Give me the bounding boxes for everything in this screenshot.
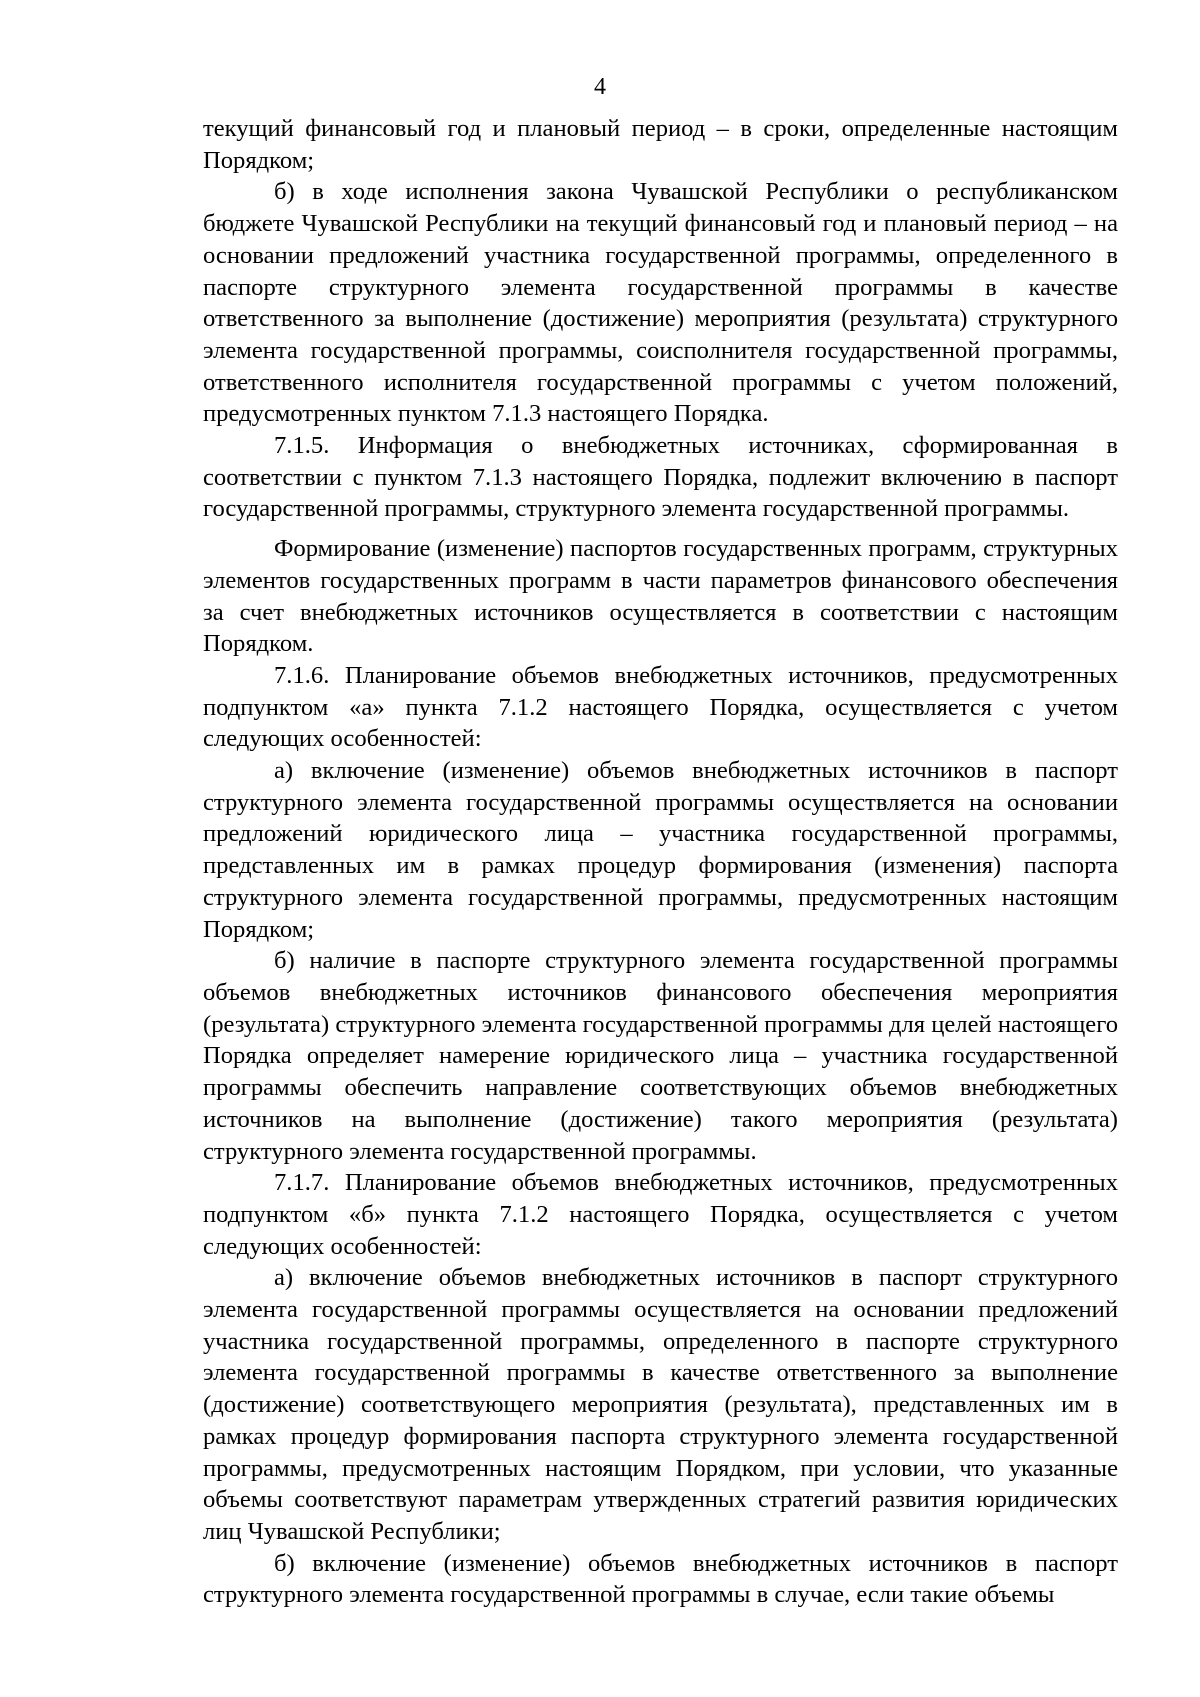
paragraph-b-execution: б) в ходе исполнения закона Чувашской Республики о республиканском бюджете Чувашской Республики на текущий финансовый год и плановый период – на основании предложений участника государственной программы, определенного в паспорте структурного элемента государственной программы в качестве ответственного за выполнение (достижение) мероприятия (результата) структурного элемента государственной программы, соисполнителя государственной программы, ответственного исполнителя государственной программы с учетом положений, предусмотренных пунктом 7.1.3 настоящего Порядка.	[203, 178, 1118, 428]
paragraph-7-1-7-b: б) включение (изменение) объемов внебюджетных источников в паспорт структурного элемента государственной программы в случае, если такие объемы	[203, 1549, 1118, 1609]
paragraph-formation: Формирование (изменение) паспортов государственных программ, структурных элементов государственных программ в части параметров финансового обеспечения за счет внебюджетных источников осуществляется в соответствии с настоящим Порядком.	[203, 535, 1118, 658]
paragraph-7-1-7-a: а) включение объемов внебюджетных источников в паспорт структурного элемента государственной программы осуществляется на основании предложений участника государственной программы, определенного в паспорте структурного элемента государственной программы в качестве ответственного за выполнение (достижение) соответствующего мероприятия (результата), представленных им в рамках процедур формирования паспорта структурного элемента государственной программы, предусмотренных настоящим Порядком, при условии, что указанные объемы соответствуют параметрам утвержденных стратегий развития юридических лиц Чувашской Республики;	[203, 1264, 1118, 1545]
paragraph-7-1-6-b: б) наличие в паспорте структурного элемента государственной программы объемов внебюджетных источников финансового обеспечения мероприятия (результата) структурного элемента государственной программы для целей настоящего Порядка определяет намерение юридического лица – участника государственной программы обеспечить направление соответствующих объемов внебюджетных источников на выполнение (достижение) такого мероприятия (результата) структурного элемента государственной программы.	[203, 947, 1118, 1165]
paragraph-continuation: текущий финансовый год и плановый период – в сроки, определенные настоящим Порядком;	[203, 115, 1118, 174]
paragraph-7-1-7: 7.1.7. Планирование объемов внебюджетных источников, предусмотренных подпунктом «б» пункта 7.1.2 настоящего Порядка, осуществляется с учетом следующих особенностей:	[203, 1169, 1118, 1260]
paragraph-7-1-6: 7.1.6. Планирование объемов внебюджетных источников, предусмотренных подпунктом «а» пункта 7.1.2 настоящего Порядка, осуществляется с учетом следующих особенностей:	[203, 661, 1118, 753]
paragraph-7-1-6-a: а) включение (изменение) объемов внебюджетных источников в паспорт структурного элемента государственной программы осуществляется на основании предложений юридического лица – участника государственной программы, представленных им в рамках процедур формирования (изменения) паспорта структурного элемента государственной программы, предусмотренных настоящим Порядком;	[203, 757, 1118, 943]
page-number: 4	[594, 74, 606, 100]
paragraph-7-1-5: 7.1.5. Информация о внебюджетных источниках, сформированная в соответствии с пунктом 7.1.3 настоящего Порядка, подлежит включению в паспорт государственной программы, структурного элемента государственной программы.	[203, 432, 1118, 523]
document-body	[203, 113, 1118, 1611]
